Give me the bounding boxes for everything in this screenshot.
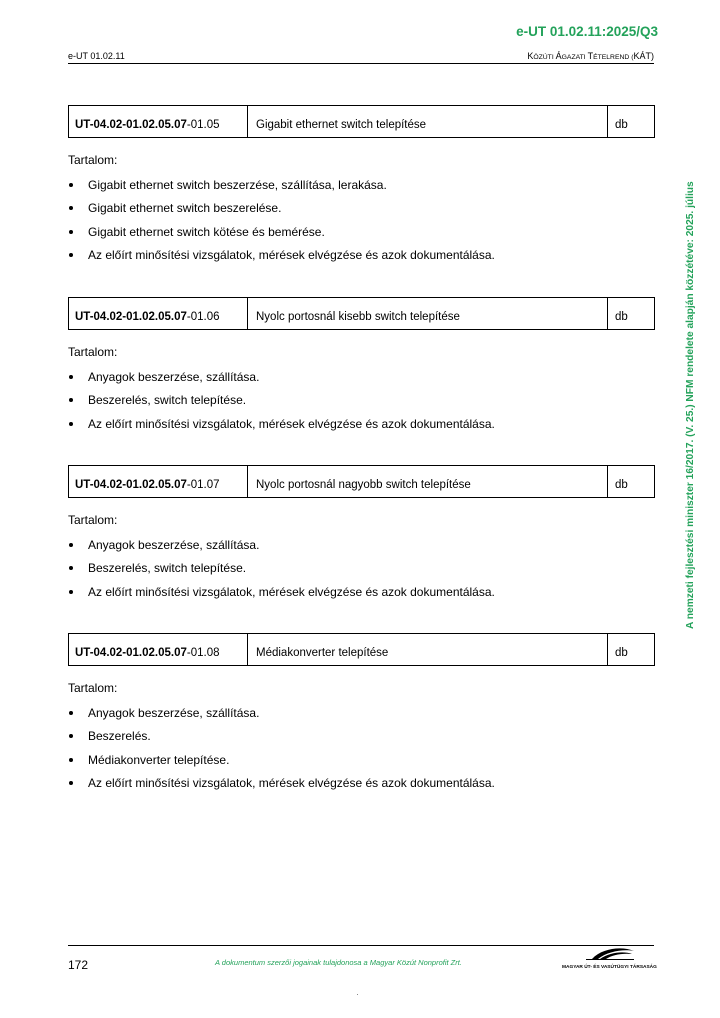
list-item: Gigabit ethernet switch kötése és bemérése. (68, 223, 655, 246)
list-item: Gigabit ethernet switch beszerelése. (68, 199, 655, 222)
list-item: Anyagok beszerzése, szállítása. (68, 368, 655, 391)
item-code: UT-04.02-01.02.05.07 -01.05 (69, 106, 248, 137)
item-code-row (68, 105, 655, 138)
header-right-k: K (527, 51, 534, 61)
item-code-row (68, 465, 655, 498)
list-item: Beszerelés, switch telepítése. (68, 391, 655, 414)
list-item: Az előírt minősítési vizsgálatok, mérések elvégzése és azok dokumentálása. (68, 583, 655, 606)
header-right-title (527, 51, 654, 61)
item-content-label: Tartalom: (68, 345, 118, 359)
item-bullet-list (68, 704, 655, 797)
list-item: Beszerelés, switch telepítése. (68, 559, 655, 582)
item-content-label: Tartalom: (68, 153, 118, 167)
logo-swoosh-icon (562, 946, 656, 964)
list-item: Az előírt minősítési vizsgálatok, mérések elvégzése és azok dokumentálása. (68, 246, 655, 269)
item-title: Médiakonverter telepítése (248, 634, 608, 665)
item-code-row (68, 297, 655, 330)
side-note (684, 97, 698, 629)
company-logo (562, 946, 656, 970)
list-item: Médiakonverter telepítése. (68, 751, 655, 774)
item-code: UT-04.02-01.02.05.07 -01.06 (69, 298, 248, 329)
list-item: Az előírt minősítési vizsgálatok, mérések elvégzése és azok dokumentálása. (68, 774, 655, 797)
header-right-a: Á (555, 51, 562, 61)
item-bullet-list (68, 536, 655, 606)
item-title: Gigabit ethernet switch telepítése (248, 106, 608, 137)
list-item: Anyagok beszerzése, szállítása. (68, 704, 655, 727)
list-item: Gigabit ethernet switch beszerzése, szállítása, lerakása. (68, 176, 655, 199)
page-number: 172 (68, 958, 89, 972)
list-item: Anyagok beszerzése, szállítása. (68, 536, 655, 559)
item-title: Nyolc portosnál kisebb switch telepítése (248, 298, 608, 329)
scan-dot (357, 994, 358, 995)
header-right-part1: ÖZÚTI (533, 54, 556, 61)
item-block (68, 105, 655, 269)
item-code: UT-04.02-01.02.05.07 -01.07 (69, 466, 248, 497)
footer-copyright: A dokumentum szerzői jogainak tulajdonosa a Magyar Közút Nonprofit Zrt. (215, 958, 462, 967)
document-id: e-UT 01.02.11:2025/Q3 (516, 24, 658, 39)
item-unit: db (615, 647, 628, 659)
item-block (68, 633, 655, 797)
header-right-t: T (587, 51, 594, 61)
item-block (68, 297, 655, 438)
side-note-text: A nemzeti fejlesztési miniszter 16/2017. (V. 25.) NFM rendelete alapján közzétéve: 2025. július (685, 181, 696, 629)
item-block (68, 465, 655, 606)
header-rule (68, 63, 654, 64)
item-code-row (68, 633, 655, 666)
item-unit: db (615, 119, 628, 131)
item-content-label: Tartalom: (68, 513, 118, 527)
item-code: UT-04.02-01.02.05.07 -01.08 (69, 634, 248, 665)
item-content-label: Tartalom: (68, 681, 118, 695)
logo-text: MAGYAR ÚT- ÉS VASÚTÜGYI TÁRSASÁG (562, 965, 657, 970)
header-right-part4: ) (651, 51, 654, 61)
header-right-part3: ÉTELREND ( (593, 54, 634, 61)
item-unit: db (615, 479, 628, 491)
item-bullet-list (68, 368, 655, 438)
item-title: Nyolc portosnál nagyobb switch telepítése (248, 466, 608, 497)
header-left-code: e-UT 01.02.11 (68, 51, 125, 61)
item-bullet-list (68, 176, 655, 269)
header-right-part2: GAZATI (561, 54, 588, 61)
header-right-kat: KÁT (633, 51, 651, 61)
item-unit: db (615, 311, 628, 323)
list-item: Az előírt minősítési vizsgálatok, mérések elvégzése és azok dokumentálása. (68, 415, 655, 438)
list-item: Beszerelés. (68, 727, 655, 750)
